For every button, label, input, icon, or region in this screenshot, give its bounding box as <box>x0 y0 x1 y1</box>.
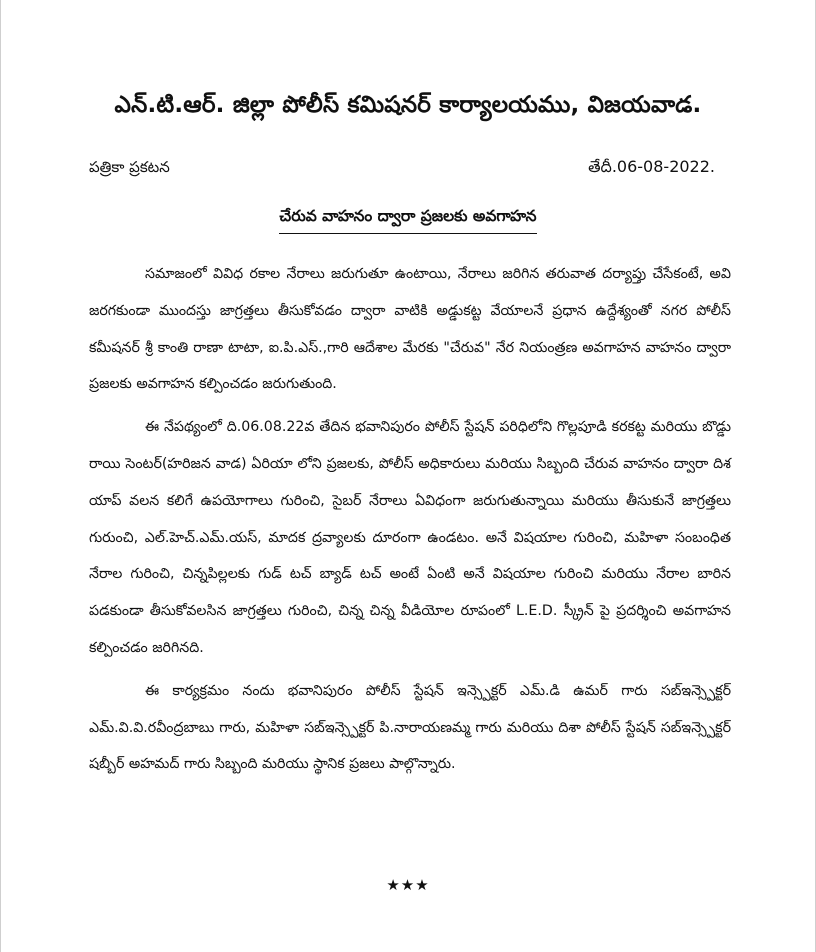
subject-text: చేరువ వాహనం ద్వారా ప్రజలకు అవగాహన <box>279 207 536 234</box>
paragraph-participants: ఈ కార్యక్రమం నందు భవానిపురం పోలీస్ స్టేషన్ ఇన్స్పెక్టర్ ఎమ్.డి ఉమర్ గారు సబ్ఇన్స్పెక్టర్ ఎమ్.వి.వి.రవీంద్రబాబు గారు, మహిళా సబ్ఇన్స్పెక్టర్ పి.నారాయణమ్మ గారు మరియు దిశా పోలీస్ స్టేషన్ సబ్ఇన్స్పెక్టర్ షబ్బీర్ అహమద్ గారు సిబ్బంది మరియు స్థానిక ప్రజలు పాల్గొన్నారు. <box>89 682 731 773</box>
paragraph-event: ఈ నేపథ్యంలో ది.06.08.22వ తేదిన భవానిపురం పోలీస్ స్టేషన్ పరిధిలోని గొల్లపూడి కరకట్ట మరియు బొడ్డు రాయి సెంటర్(హరిజన వాడ) ఏరియా లోని ప్రజలకు, పోలీస్ అధికారులు మరియు సిబ్బంది చేరువ వాహనం ద్వారా దిశ యాప్ వలన కలిగే ఉపయోగాలు గురించి, సైబర్ నేరాలు ఏవిధంగా జరుగుతున్నాయి మరియు తీసుకునే జాగ్రత్తలు గురుంచి, ఎల్.హెచ్.ఎమ్.యస్, మాదక ద్రవ్యాలకు దూరంగా ఉండటం. అనే విషయాల గురించి, మహిళా సంబంధిత నేరాల గురించి, చిన్నపిల్లలకు గుడ్ టచ్ బ్యాడ్ టచ్ అంటే ఏంటి అనే విషయాల గురించి మరియు నేరాల బారిన పడకుండా తీసుకోవలసిన జాగ్రత్తలు గురించి, చిన్న చిన్న వీడియోల రూపంలో L.E.D. స్క్రీన్ పై ప్రదర్శించి అవగాహన కల్పించడం జరిగినది. <box>89 419 731 656</box>
paragraph-intro: సమాజంలో వివిధ రకాల నేరాలు జరుగుతూ ఉంటాయి, నేరాలు జరిగిన తరువాత దర్యాప్తు చేసేకంటే, అవి జరగకుండా ముందస్తు జాగ్రత్తలు తీసుకోవడం ద్వారా వాటికి అడ్డుకట్ట వేయాలనే ప్రధాన ఉద్దేశ్యంతో నగర పోలీస్ కమీషనర్ శ్రీ కాంతి రాణా టాటా, ఐ.పి.ఎస్.,గారి ఆదేశాల మేరకు "చేరువ" నేర నియంత్రణ అవగాహన వాహనం ద్వారా ప్రజలకు అవగాహన కల్పించడం జరుగుతుంది. <box>89 266 731 393</box>
subject-heading <box>1 207 815 234</box>
office-title: ఎన్.టి.ఆర్. జిల్లా పోలీస్ కమిషనర్ కార్యాలయము, విజయవాడ. <box>114 92 702 118</box>
body-text <box>89 256 731 789</box>
press-release-label: పత్రికా ప్రకటన <box>89 158 170 176</box>
end-mark-stars: ★★★ <box>386 876 430 894</box>
release-date: తేదీ.06-08-2022. <box>588 157 715 176</box>
